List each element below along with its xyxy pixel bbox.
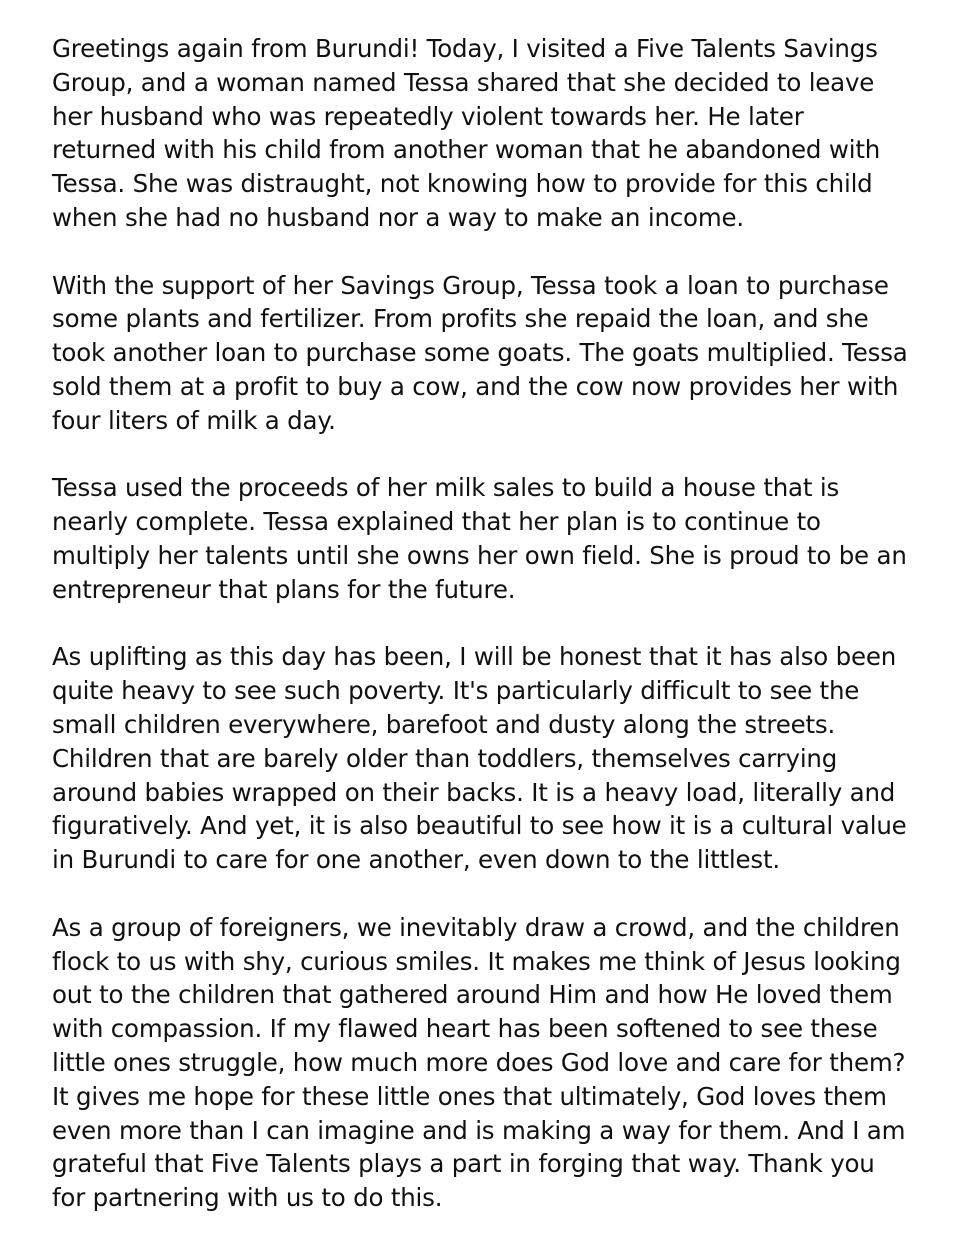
text-line: Tessa used the proceeds of her milk sales to build a house that is xyxy=(52,473,840,503)
text-line: grateful that Five Talents plays a part in forging that way. Thank you xyxy=(52,1149,875,1179)
text-line: when she had no husband nor a way to make an income. xyxy=(52,202,744,232)
text-line: multiply her talents until she owns her own field. She is proud to be an xyxy=(52,540,907,570)
text-line: for partnering with us to do this. xyxy=(52,1183,443,1213)
text-line: four liters of milk a day. xyxy=(52,405,336,435)
letter-body xyxy=(52,32,932,1249)
text-line: even more than I can imagine and is making a way for them. And I am xyxy=(52,1115,906,1145)
text-line: Group, and a woman named Tessa shared that she decided to leave xyxy=(52,67,875,97)
text-line: her husband who was repeatedly violent towards her. He later xyxy=(52,101,804,131)
text-line: Children that are barely older than toddlers, themselves carrying xyxy=(52,743,838,773)
text-line: small children everywhere, barefoot and dusty along the streets. xyxy=(52,709,836,739)
text-line: figuratively. And yet, it is also beautiful to see how it is a cultural value xyxy=(52,811,907,841)
text-line: took another loan to purchase some goats. The goats multiplied. Tessa xyxy=(52,338,908,368)
text-line: quite heavy to see such poverty. It's particularly difficult to see the xyxy=(52,676,860,706)
text-line: Greetings again from Burundi! Today, I visited a Five Talents Savings xyxy=(52,34,878,63)
text-line: As a group of foreigners, we inevitably draw a crowd, and the children xyxy=(52,912,900,942)
text-line: As uplifting as this day has been, I will be honest that it has also been xyxy=(52,642,897,672)
paragraph-2 xyxy=(52,269,932,438)
text-line: flock to us with shy, curious smiles. It makes me think of Jesus looking xyxy=(52,946,901,976)
paragraph-5 xyxy=(52,911,932,1215)
text-line: With the support of her Savings Group, Tessa took a loan to purchase xyxy=(52,270,889,300)
paragraph-1 xyxy=(52,32,932,235)
text-line: little ones struggle, how much more does God love and care for them? xyxy=(52,1047,906,1077)
text-line: nearly complete. Tessa explained that her plan is to continue to xyxy=(52,507,821,537)
text-line: Tessa. She was distraught, not knowing how to provide for this child xyxy=(52,169,873,199)
text-line: some plants and fertilizer. From profits she repaid the loan, and she xyxy=(52,304,869,334)
paragraph-3 xyxy=(52,471,932,606)
text-line: with compassion. If my flawed heart has been softened to see these xyxy=(52,1014,878,1044)
text-line: returned with his child from another woman that he abandoned with xyxy=(52,135,881,165)
text-line: in Burundi to care for one another, even down to the littlest. xyxy=(52,845,780,875)
text-line: out to the children that gathered around Him and how He loved them xyxy=(52,980,893,1010)
text-line: entrepreneur that plans for the future. xyxy=(52,574,516,604)
text-line: sold them at a profit to buy a cow, and the cow now provides her with xyxy=(52,371,899,401)
text-line: It gives me hope for these little ones that ultimately, God loves them xyxy=(52,1081,887,1111)
paragraph-4 xyxy=(52,640,932,877)
text-line: around babies wrapped on their backs. It is a heavy load, literally and xyxy=(52,777,896,807)
